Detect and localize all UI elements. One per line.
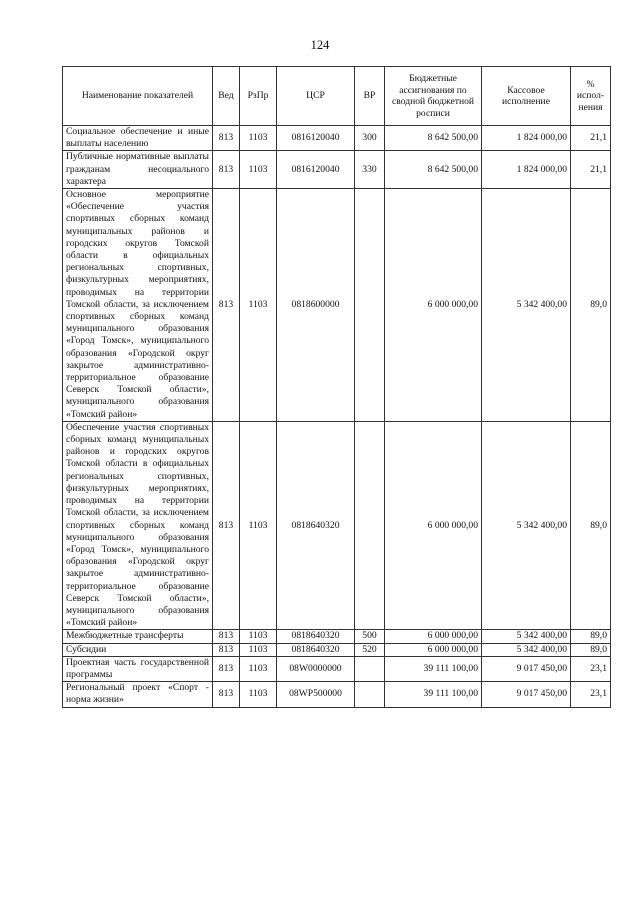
row-csr: 0816120040 [277,151,355,189]
row-cash: 5 342 400,00 [482,643,571,656]
row-ved: 813 [213,126,240,151]
row-percent: 89,0 [571,643,611,656]
row-budget: 6 000 000,00 [385,421,482,629]
row-budget: 8 642 500,00 [385,126,482,151]
header-name: Наименование показателей [63,67,213,126]
row-csr: 08WP500000 [277,682,355,707]
row-ved: 813 [213,643,240,656]
row-vr [355,656,385,681]
row-name: Межбюджетные трансферты [63,630,213,643]
row-budget: 39 111 100,00 [385,656,482,681]
row-name: Субсидии [63,643,213,656]
row-rzpr: 1103 [240,126,277,151]
header-rzpr: РзПр [240,67,277,126]
row-cash: 5 342 400,00 [482,189,571,422]
row-ved: 813 [213,151,240,189]
table-row [63,126,611,151]
row-percent: 23,1 [571,656,611,681]
table-row [63,630,611,643]
row-csr: 0818640320 [277,421,355,629]
row-vr: 300 [355,126,385,151]
row-percent: 23,1 [571,682,611,707]
header-ved: Вед [213,67,240,126]
row-cash: 5 342 400,00 [482,421,571,629]
table-row [63,682,611,707]
row-percent: 21,1 [571,126,611,151]
row-budget: 6 000 000,00 [385,643,482,656]
budget-execution-table [62,66,611,708]
table-row [63,151,611,189]
row-rzpr: 1103 [240,643,277,656]
row-name: Социальное обеспечение и иные выплаты населению [63,126,213,151]
row-rzpr: 1103 [240,151,277,189]
row-csr: 0818640320 [277,643,355,656]
table-row [63,189,611,422]
page-number: 124 [310,38,330,52]
row-name: Проектная часть государственной программы [63,656,213,681]
row-name: Основное мероприятие «Обеспечение участия спортивных сборных команд муниципальных районов и городских округов Томской области в официальных региональных спортивных, физкультурных мероприятиях, проводимых на территории Томской области, за исключением спортивных сборных команд муниципального образования «Город Томск», муниципального образования «Городской округ закрытое административно-территориальное образование Северск Томской области», муниципального образования «Томский район» [63,189,213,422]
row-percent: 89,0 [571,189,611,422]
row-cash: 9 017 450,00 [482,682,571,707]
row-vr: 520 [355,643,385,656]
row-vr: 330 [355,151,385,189]
row-csr: 0818640320 [277,630,355,643]
row-percent: 89,0 [571,421,611,629]
row-budget: 39 111 100,00 [385,682,482,707]
row-vr [355,421,385,629]
row-ved: 813 [213,630,240,643]
row-rzpr: 1103 [240,656,277,681]
row-csr: 0816120040 [277,126,355,151]
header-percent: % испол-нения [571,67,611,126]
row-rzpr: 1103 [240,682,277,707]
row-rzpr: 1103 [240,189,277,422]
row-vr [355,189,385,422]
header-cash: Кассовое исполнение [482,67,571,126]
row-percent: 21,1 [571,151,611,189]
row-name: Региональный проект «Спорт - норма жизни» [63,682,213,707]
header-budget: Бюджетные ассигнования по сводной бюджетной росписи [385,67,482,126]
row-csr: 08W0000000 [277,656,355,681]
table-row [63,656,611,681]
row-percent: 89,0 [571,630,611,643]
table-row [63,643,611,656]
row-name: Публичные нормативные выплаты гражданам несоциального характера [63,151,213,189]
row-cash: 9 017 450,00 [482,656,571,681]
header-csr: ЦСР [277,67,355,126]
row-csr: 0818600000 [277,189,355,422]
row-budget: 6 000 000,00 [385,189,482,422]
row-ved: 813 [213,189,240,422]
row-cash: 1 824 000,00 [482,151,571,189]
row-ved: 813 [213,656,240,681]
row-ved: 813 [213,421,240,629]
row-cash: 1 824 000,00 [482,126,571,151]
row-ved: 813 [213,682,240,707]
row-rzpr: 1103 [240,630,277,643]
row-cash: 5 342 400,00 [482,630,571,643]
row-rzpr: 1103 [240,421,277,629]
header-vr: ВР [355,67,385,126]
table-row [63,421,611,629]
row-budget: 6 000 000,00 [385,630,482,643]
row-budget: 8 642 500,00 [385,151,482,189]
row-vr: 500 [355,630,385,643]
table-header-row [63,67,611,126]
row-name: Обеспечение участия спортивных сборных команд муниципальных районов и городских округов Томской области в официальных региональных спортивных, физкультурных мероприятиях, проводимых на территории Томской области, за исключением спортивных сборных команд муниципального образования «Город Томск», муниципального образования «Городской округ закрытое административно-территориальное образование Северск Томской области», муниципального образования «Томский район» [63,421,213,629]
row-vr [355,682,385,707]
